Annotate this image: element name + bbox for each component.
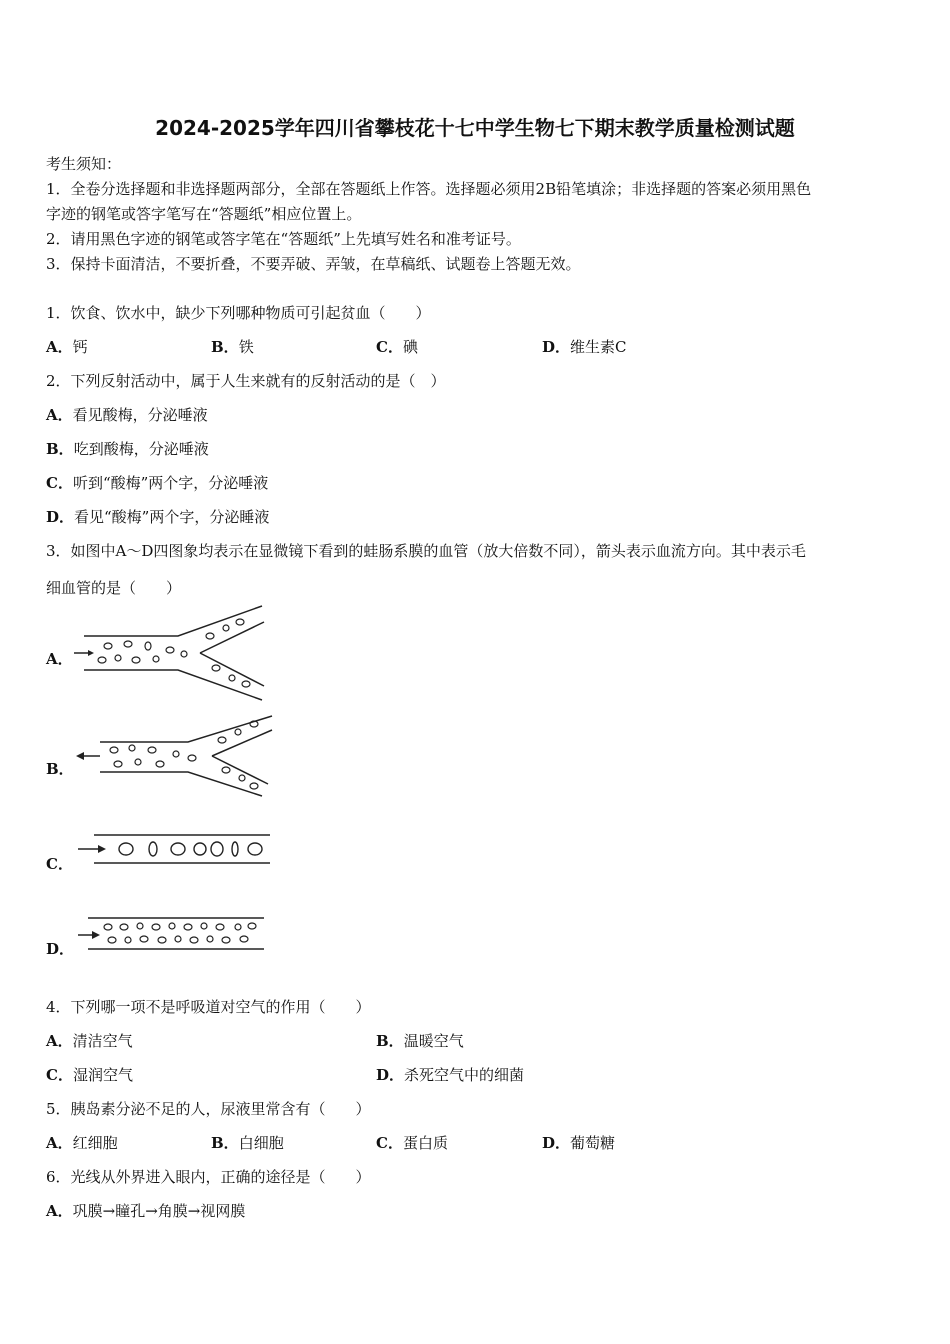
vessel-diagram-c — [74, 830, 274, 868]
vessel-diagram-b — [70, 712, 276, 798]
notice-line-2: 字迹的钢笔或答字笔写在“答题纸”相应位置上。 — [46, 205, 362, 223]
q3-label-c: C． — [46, 855, 73, 873]
q5-option-c: C．蛋白质 — [376, 1134, 448, 1152]
q1-option-b: B．铁 — [211, 338, 254, 356]
q3-stem-line-2: 细血管的是（ ） — [46, 579, 182, 597]
q3-label-d: D． — [46, 940, 75, 958]
q2-stem: 2．下列反射活动中，属于人生来就有的反射活动的是（ ） — [46, 372, 446, 390]
q2-option-d: D．看见“酸梅”两个字，分泌睡液 — [46, 508, 270, 526]
notice-line-4: 3．保持卡面清洁，不要折叠，不要弄破、弄皱，在草稿纸、试题卷上答题无效。 — [46, 255, 581, 273]
q1-stem: 1．饮食、饮水中，缺少下列哪种物质可引起贫血（ ） — [46, 304, 431, 322]
q3-label-b: B． — [46, 760, 74, 778]
q3-stem-line-1: 3．如图中A～D四图象均表示在显微镜下看到的蛙肠系膜的血管（放大倍数不同），箭头表示血流方向。其中表示毛 — [46, 542, 806, 560]
q2-option-b: B．吃到酸梅，分泌唾液 — [46, 440, 209, 458]
notice-line-1: 1．全卷分选择题和非选择题两部分，全部在答题纸上作答。选择题必须用2B铅笔填涂；非选择题的答案必须用黑色 — [46, 180, 812, 198]
q4-option-a: A．清洁空气 — [46, 1032, 133, 1050]
q5-option-b: B．白细胞 — [211, 1134, 284, 1152]
q3-label-a: A． — [46, 650, 73, 668]
q4-stem: 4．下列哪一项不是呼吸道对空气的作用（ ） — [46, 998, 371, 1016]
q1-option-c: C．碘 — [376, 338, 418, 356]
q1-option-a: A．钙 — [46, 338, 88, 356]
notice-heading: 考生须知： — [46, 155, 122, 173]
q5-option-d: D．葡萄糖 — [542, 1134, 616, 1152]
vessel-diagram-d — [74, 914, 270, 954]
q2-option-c: C．听到“酸梅”两个字，分泌唾液 — [46, 474, 269, 492]
page-title: 2024-2025学年四川省攀枝花十七中学生物七下期末教学质量检测试题 — [155, 116, 795, 140]
q5-option-a: A．红细胞 — [46, 1134, 118, 1152]
q4-option-b: B．温暖空气 — [376, 1032, 464, 1050]
q5-stem: 5．胰岛素分泌不足的人，尿液里常含有（ ） — [46, 1100, 371, 1118]
q6-option-a: A．巩膜→瞳孔→角膜→视网膜 — [46, 1202, 246, 1220]
q4-option-d: D．杀死空气中的细菌 — [376, 1066, 525, 1084]
q1-option-d: D．维生素C — [542, 338, 627, 356]
q4-option-c: C．湿润空气 — [46, 1066, 133, 1084]
q6-stem: 6．光线从外界进入眼内，正确的途径是（ ） — [46, 1168, 371, 1186]
notice-line-3: 2．请用黑色字迹的钢笔或答字笔在“答题纸”上先填写姓名和准考证号。 — [46, 230, 521, 248]
q2-option-a: A．看见酸梅，分泌唾液 — [46, 406, 208, 424]
vessel-diagram-a — [70, 602, 270, 706]
